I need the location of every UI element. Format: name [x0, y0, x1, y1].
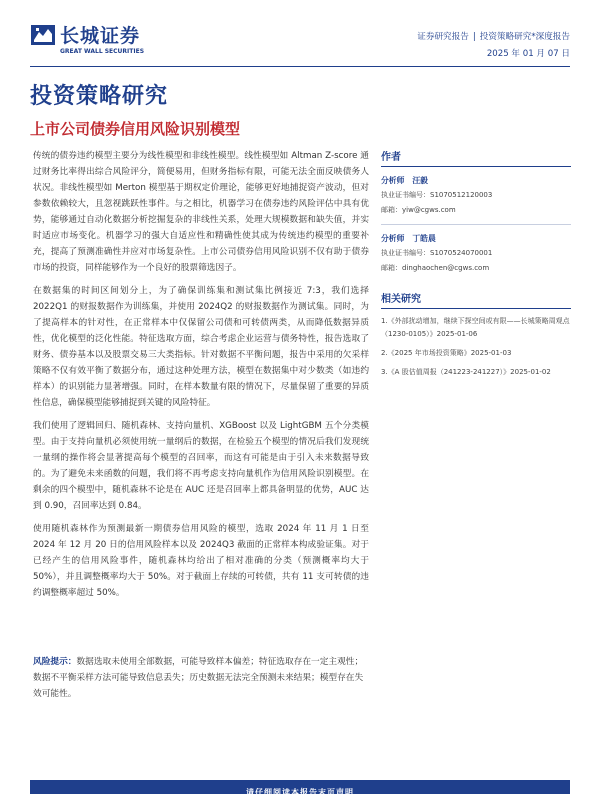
report-header-meta: [417, 29, 570, 63]
analyst-name-line: [381, 173, 571, 188]
report-subcategory: 投资策略研究*深度报告: [479, 32, 570, 42]
analyst-role: 分析师: [381, 234, 405, 243]
risk-notice: [33, 654, 369, 702]
cert-number: S1070512120003: [430, 191, 493, 199]
body-paragraph-3: 我们使用了逻辑回归、随机森林、支持向量机、XGBoost 以及 LightGBM 五个分类模型。由于支持向量机必须使用统一量纲后的数据，在检验五个模型的情况后我们发现统一量纲的操作将会显著提高每个模型的召回率，而这有可能是由于引入未来数据导致的。为了避免未来函数的问题，我们将不再考虑支持向量机作为信用风险识别模型。在剩余的四个模型中，随机森林不论是在 AUC 还是召回率上都具备明显的优势，AUC 达到 0.90，召回率达到 0.84。: [33, 421, 369, 511]
footer-disclaimer: 请仔细阅读本报告末页声明: [246, 788, 354, 797]
analyst-name: 丁皓晨: [412, 234, 436, 243]
related-research-link[interactable]: 1.《外部扰动增加，继续下探空间或有限——长城策略周观点（1230-0105）》2025-01-06: [381, 317, 570, 338]
brand-name-en: GREAT WALL SECURITIES: [60, 48, 145, 55]
analyst-card: [381, 231, 571, 276]
email-address[interactable]: yiw@cgws.com: [402, 206, 456, 214]
cert-label: 执业证书编号：: [381, 191, 430, 199]
email-label: 邮箱：: [381, 206, 402, 214]
body-paragraph-2: 在数据集的时间区间划分上，为了确保训练集和测试集比例接近 7:3，我们选择 2022Q1 的财报数据作为训练集，并使用 2024Q2 的财报数据作为测试集。同时，为了提高样本的针对性，在正常样本中仅保留公司债和可转债两类，从而降低数据异质性，优化模型的泛化性能。特征选取方面，综合考虑企业运营与债务特性，报告选取了财务、债券基本以及股票交易三大类指标。针对数据不平衡问题，报告中采用的欠采样策略不仅有效平衡了数据分布，通过这种处理方法，模型在数据集中对少数类（如违约样本）的识别能力显著增强。同时，在样本数量有限的情况下，尽量保留了重要的异质性信息，确保模型能够捕捉到关键的风险特征。: [33, 286, 369, 408]
analyst-role: 分析师: [381, 176, 405, 185]
header-separator: |: [472, 32, 476, 42]
related-research-heading: 相关研究: [381, 290, 571, 309]
brand-name-cn: 长城证券: [60, 25, 141, 47]
body-paragraph-1: 传统的债券违约模型主要分为线性模型和非线性模型。线性模型如 Altman Z-score 通过财务比率得出综合风险评分，简便易用，但财务指标有限，可能无法全面反映债务人状况。非线性模型如 Merton 模型基于期权定价理论，能够更好地捕捉资产波动，但对参数依赖较大，且忽视跳跃性事件。与之相比，机器学习在债券违约风险评估中具有优势，能够通过自动化数据分析挖掘复杂的非线性关系，处理大规模数据和缺失值，并实时适应市场变化。机器学习的强大自适应性和精确性使其成为传统违约模型的重要补充，提高了预测准确性并应对市场复杂性。上市公司债券信用风险识别不仅有助于债券市场的投资，同样能够作为一个良好的股票筛选因子。: [33, 151, 369, 273]
analyst-email-line: [381, 261, 571, 276]
brand-logo: [30, 20, 170, 64]
authors-heading: 作者: [381, 148, 571, 167]
analyst-card: [381, 173, 571, 218]
analyst-email-line: [381, 203, 571, 218]
footer-bar: [30, 780, 570, 797]
report-title: 上市公司债券信用风险识别模型: [30, 120, 241, 138]
analyst-cert-line: [381, 188, 571, 203]
report-type-heading: 投资策略研究: [30, 84, 169, 109]
analyst-name-line: [381, 231, 571, 246]
analyst-divider: [381, 224, 571, 225]
risk-label: 风险提示：: [33, 657, 77, 667]
related-research-link[interactable]: 3.《A 股估值周报（241223-241227）》2025-01-02: [381, 368, 551, 376]
email-address[interactable]: dinghaochen@cgws.com: [402, 264, 490, 272]
related-research-link[interactable]: 2.《2025 年市场投资策略》2025-01-03: [381, 349, 512, 357]
risk-text: 数据选取未使用全部数据，可能导致样本偏差；特征选取存在一定主观性；数据不平衡采样方法可能导致信息丢失；历史数据无法完全预测未来结果；模型存在失效可能性。: [33, 657, 364, 699]
report-category: 证券研究报告: [417, 32, 469, 42]
header-rule: [30, 66, 570, 67]
sidebar: [381, 148, 571, 385]
report-date: 2025 年 01 月 07 日: [486, 49, 570, 59]
cert-label: 执业证书编号：: [381, 249, 430, 257]
report-body: [33, 148, 369, 608]
analyst-cert-line: [381, 246, 571, 261]
email-label: 邮箱：: [381, 264, 402, 272]
body-paragraph-4: 使用随机森林作为预测最新一期债券信用风险的模型，选取 2024 年 11 月 1 日至 2024 年 12 月 20 日的信用风险样本以及 2024Q3 截面的正常样本构成验证集。对于已经产生的信用风险事件，随机森林均给出了相对准确的分类（预测概率均大于 50%），并且调整概率均大于 50%。对于截面上存续的可转债，共有 11 支可转债的违约调整概率超过 50%。: [33, 524, 369, 598]
cert-number: S1070524070001: [430, 249, 493, 257]
great-wall-logo-icon: [30, 22, 56, 48]
report-category-line: [417, 29, 570, 46]
analyst-name: 汪毅: [412, 176, 428, 185]
